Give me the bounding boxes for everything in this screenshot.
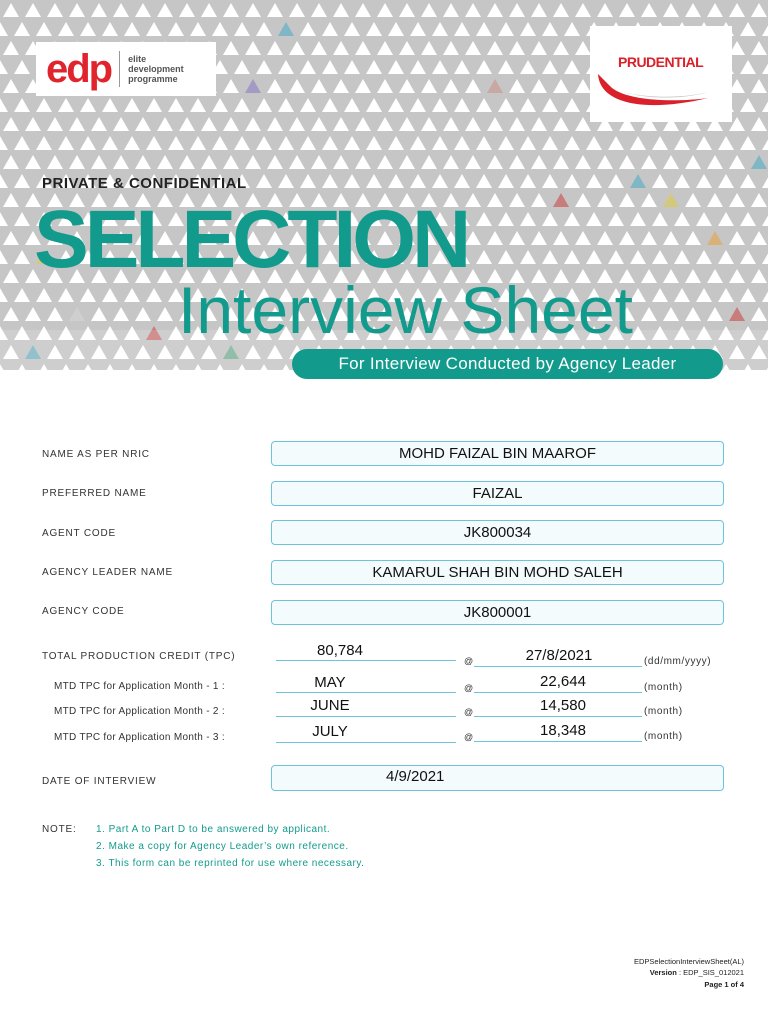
note-item-1: 1. Part A to Part D to be answered by applicant. — [96, 824, 331, 835]
mtd-row-3-at: @ — [464, 732, 474, 742]
title-interview-sheet: Interview Sheet — [178, 273, 633, 347]
edp-logo — [36, 42, 216, 96]
edp-logo-text — [128, 54, 184, 84]
tpc-at: @ — [464, 656, 474, 666]
footer-version-label: Version — [649, 968, 677, 977]
mtd-row-1-at: @ — [464, 683, 474, 693]
tpc-value[interactable]: 80,784 — [317, 642, 363, 659]
mtd-row-3-label: MTD TPC for Application Month - 3 : — [54, 732, 225, 743]
mtd-row-3-month[interactable]: JULY — [312, 723, 348, 740]
tpc-label: TOTAL PRODUCTION CREDIT (TPC) — [42, 651, 236, 662]
footer-doc-name: EDPSelectionInterviewSheet(AL) — [633, 957, 744, 966]
mtd-row-1-value[interactable]: 22,644 — [540, 673, 586, 690]
agency-leader-name-label: AGENCY LEADER NAME — [42, 567, 173, 578]
name-nric-label: NAME AS PER NRIC — [42, 449, 150, 460]
mtd-row-2-unit: (month) — [644, 706, 683, 717]
note-label: NOTE: — [42, 824, 77, 835]
agent-code-label: AGENT CODE — [42, 528, 116, 539]
tpc-date-value[interactable]: 27/8/2021 — [525, 647, 593, 664]
prudential-swoosh-icon — [590, 26, 732, 122]
date-of-interview-field[interactable]: 4/9/2021 — [271, 765, 724, 791]
agency-code-field[interactable]: JK800001 — [271, 600, 724, 625]
name-nric-field[interactable]: MOHD FAIZAL BIN MAAROF — [271, 441, 724, 466]
edp-logo-line-3: programme — [128, 74, 178, 84]
edp-logo-divider — [119, 51, 120, 87]
title-selection: SELECTION — [34, 194, 468, 285]
confidential-label: PRIVATE & CONFIDENTIAL — [42, 175, 247, 192]
mtd-row-3-unit: (month) — [644, 731, 683, 742]
prudential-logo-text: PRUDENTIAL — [618, 54, 704, 70]
footer-version — [650, 968, 744, 977]
mtd-row-3-value[interactable]: 18,348 — [540, 722, 586, 739]
mtd-row-2-value[interactable]: 14,580 — [540, 697, 586, 714]
preferred-name-label: PREFERRED NAME — [42, 488, 147, 499]
tpc-date-unit: (dd/mm/yyyy) — [644, 656, 712, 667]
mtd-row-3-month-underline — [276, 742, 456, 743]
tpc-date-underline — [474, 666, 642, 667]
subtitle-banner: For Interview Conducted by Agency Leader — [292, 349, 723, 379]
mtd-row-2-label: MTD TPC for Application Month - 2 : — [54, 706, 225, 717]
mtd-row-2-month-underline — [276, 716, 456, 717]
mtd-row-1-unit: (month) — [644, 682, 683, 693]
agency-code-label: AGENCY CODE — [42, 606, 125, 617]
mtd-row-1-month[interactable]: MAY — [314, 674, 346, 691]
edp-logo-mark: edp — [46, 46, 112, 91]
preferred-name-field[interactable]: FAIZAL — [271, 481, 724, 506]
mtd-row-1-month-underline — [276, 692, 456, 693]
mtd-row-2-month[interactable]: JUNE — [310, 697, 350, 714]
tpc-underline — [276, 660, 456, 661]
edp-logo-line-2: development — [128, 64, 184, 74]
note-item-3: 3. This form can be reprinted for use where necessary. — [96, 858, 365, 869]
header-banner — [0, 0, 768, 370]
agent-code-field[interactable]: JK800034 — [271, 520, 724, 545]
mtd-row-1-label: MTD TPC for Application Month - 1 : — [54, 681, 225, 692]
footer-page-number: Page 1 of 4 — [704, 980, 744, 989]
prudential-logo — [590, 26, 732, 122]
mtd-row-3-value-underline — [474, 741, 642, 742]
note-item-2: 2. Make a copy for Agency Leader’s own reference. — [96, 841, 349, 852]
agency-leader-name-field[interactable]: KAMARUL SHAH BIN MOHD SALEH — [271, 560, 724, 585]
mtd-row-2-value-underline — [474, 716, 642, 717]
footer-version-value: : EDP_SIS_012021 — [678, 968, 744, 977]
edp-logo-line-1: elite — [128, 54, 147, 64]
mtd-row-1-value-underline — [474, 692, 642, 693]
date-of-interview-label: DATE OF INTERVIEW — [42, 776, 157, 787]
mtd-row-2-at: @ — [464, 707, 474, 717]
